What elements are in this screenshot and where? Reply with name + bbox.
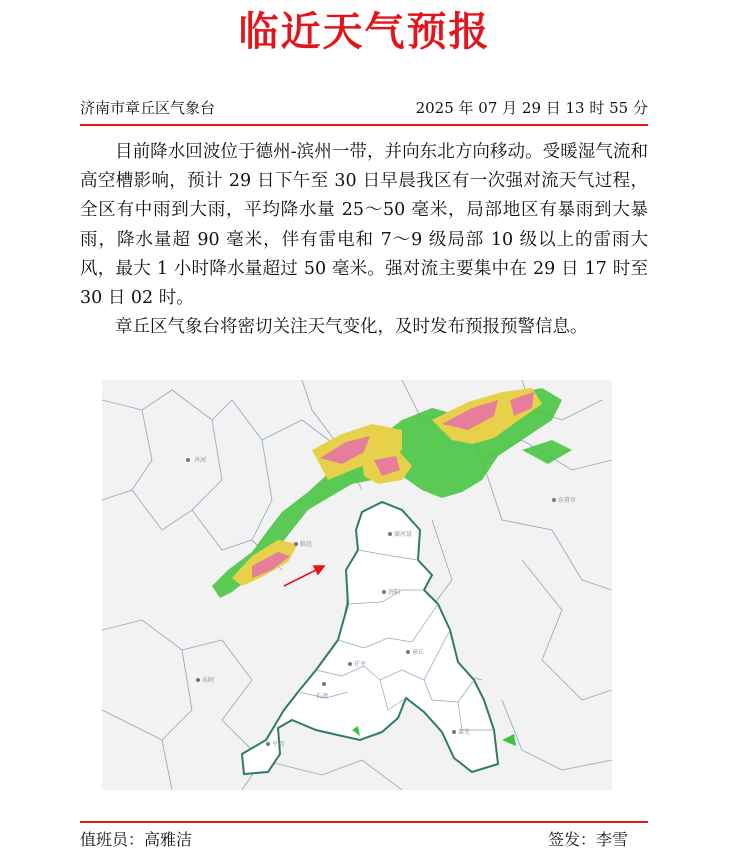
duty-officer-label: 值班员： bbox=[80, 830, 145, 849]
signer-name: 李雪 bbox=[595, 830, 628, 849]
duty-officer bbox=[80, 826, 192, 854]
red-divider-top bbox=[80, 124, 648, 126]
radar-echo-map bbox=[102, 380, 612, 790]
document-footer bbox=[80, 826, 628, 854]
map-place-label: 临邑 bbox=[300, 541, 313, 548]
map-place-label: 商河县 bbox=[394, 531, 413, 538]
forecast-paragraph: 目前降水回波位于德州-滨州一带，并向东北方向移动。受暖湿气流和高空槽影响，预计 29 日下午至 30 日早晨我区有一次强对流天气过程，全区有中雨到大雨，平均降水量 25～50 毫米，局部地区有暴雨到大暴雨，降水量超 90 毫米，伴有雷电和 7～9 级局部 10 级以上的雷雨大风，最大 1 小时降水量超过 50 毫米。强对流主要集中在 29 日 17 时至 30 日 02 时。 bbox=[80, 142, 648, 309]
map-place-label: 东营市 bbox=[558, 497, 577, 504]
forecast-paragraph: 章丘区气象台将密切关注天气变化，及时发布预报预警信息。 bbox=[115, 317, 588, 338]
map-place-label: 茌平 bbox=[354, 661, 367, 668]
map-place-label: 济阳 bbox=[388, 589, 401, 596]
map-place-label: 东阿 bbox=[202, 677, 215, 684]
issuer-name: 济南市章丘区气象台 bbox=[80, 99, 216, 117]
forecast-body bbox=[80, 138, 648, 342]
map-place-label: 莱芜 bbox=[458, 729, 471, 736]
map-place-label: 齐河 bbox=[194, 457, 207, 464]
map-place-label: 平阴 bbox=[272, 741, 285, 748]
issue-header bbox=[80, 96, 648, 120]
map-place-label: 章丘 bbox=[412, 649, 425, 656]
map-place-label: 长清 bbox=[316, 693, 329, 700]
issue-time: 2025 年 07 月 29 日 13 时 55 分 bbox=[415, 99, 648, 117]
red-divider-bottom bbox=[80, 821, 648, 823]
signer bbox=[548, 826, 628, 854]
signer-label: 签发： bbox=[547, 830, 596, 849]
duty-officer-name: 高雅洁 bbox=[144, 830, 193, 849]
document-title: 临近天气预报 bbox=[238, 9, 491, 55]
